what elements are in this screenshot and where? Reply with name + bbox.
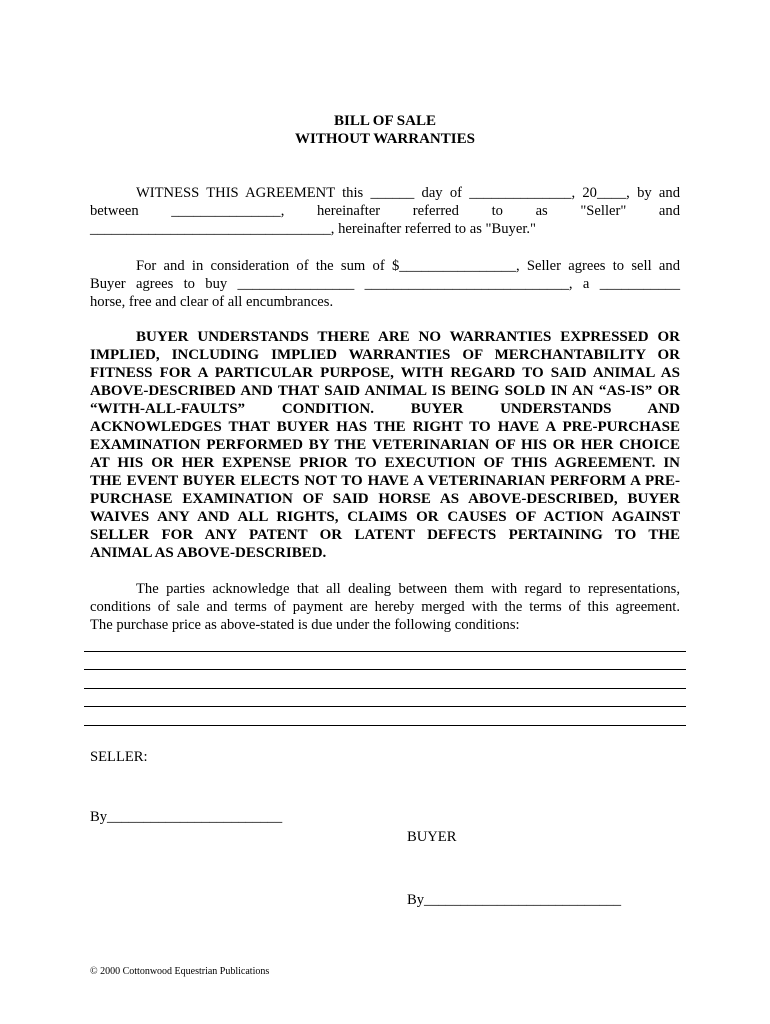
copyright-footer: © 2000 Cottonwood Equestrian Publications (90, 966, 270, 977)
witness-line-1: WITNESS THIS AGREEMENT this ______ day of ______________, 20____, by and (136, 185, 680, 201)
document-subtitle: WITHOUT WARRANTIES (295, 131, 475, 147)
disclaimer-line: IMPLIED, INCLUDING IMPLIED WARRANTIES OF MERCHANTABILITY OR (90, 347, 680, 363)
buyer-label: BUYER (407, 829, 457, 845)
conditions-blank-line[interactable] (84, 725, 686, 726)
disclaimer-line: PURCHASE EXAMINATION OF SAID HORSE AS ABOVE-DESCRIBED, BUYER (90, 491, 680, 507)
disclaimer-line: BUYER UNDERSTANDS THERE ARE NO WARRANTIES EXPRESSED OR (136, 329, 680, 345)
seller-label: SELLER: (90, 749, 148, 765)
consideration-line-2: Buyer agrees to buy ________________ ____________________________, a ___________ (90, 276, 680, 292)
seller-signature-line[interactable]: By________________________ (90, 809, 283, 825)
conditions-blank-line[interactable] (84, 706, 686, 707)
disclaimer-line: ANIMAL AS ABOVE-DESCRIBED. (90, 545, 327, 561)
consideration-line-3: horse, free and clear of all encumbrances. (90, 294, 334, 310)
disclaimer-line: FITNESS FOR A PARTICULAR PURPOSE, WITH REGARD TO SAID ANIMAL AS (90, 365, 680, 381)
disclaimer-line: ABOVE-DESCRIBED AND THAT SAID ANIMAL IS BEING SOLD IN AN “AS-IS” OR (90, 383, 680, 399)
conditions-blank-line[interactable] (84, 669, 686, 670)
parties-line-2: conditions of sale and terms of payment are hereby merged with the terms of this agreement. (90, 599, 680, 615)
disclaimer-line: THE EVENT BUYER ELECTS NOT TO HAVE A VETERINARIAN PERFORM A PRE- (90, 473, 680, 489)
disclaimer-line: EXAMINATION PERFORMED BY THE VETERINARIAN OF HIS OR HER CHOICE (90, 437, 680, 453)
document-title: BILL OF SALE (334, 113, 436, 129)
disclaimer-line: WAIVES ANY AND ALL RIGHTS, CLAIMS OR CAUSES OF ACTION AGAINST (90, 509, 680, 525)
buyer-signature-line[interactable]: By___________________________ (407, 892, 622, 908)
witness-line-3: _________________________________, hereinafter referred to as "Buyer." (90, 221, 536, 237)
disclaimer-line: AT HIS OR HER EXPENSE PRIOR TO EXECUTION OF THIS AGREEMENT. IN (90, 455, 680, 471)
disclaimer-line: ACKNOWLEDGES THAT BUYER HAS THE RIGHT TO HAVE A PRE-PURCHASE (90, 419, 680, 435)
disclaimer-line: “WITH-ALL-FAULTS” CONDITION. BUYER UNDERSTANDS AND (90, 401, 680, 417)
disclaimer-line: SELLER FOR ANY PATENT OR LATENT DEFECTS PERTAINING TO THE (90, 527, 680, 543)
consideration-line-1: For and in consideration of the sum of $________________, Seller agrees to sell and (136, 258, 680, 274)
parties-line-3: The purchase price as above-stated is due under the following conditions: (90, 617, 520, 633)
parties-line-1: The parties acknowledge that all dealing between them with regard to representations, (136, 581, 680, 597)
conditions-blank-line[interactable] (84, 651, 686, 652)
witness-line-2: between _______________, hereinafter referred to as "Seller" and (90, 203, 680, 219)
conditions-blank-line[interactable] (84, 688, 686, 689)
